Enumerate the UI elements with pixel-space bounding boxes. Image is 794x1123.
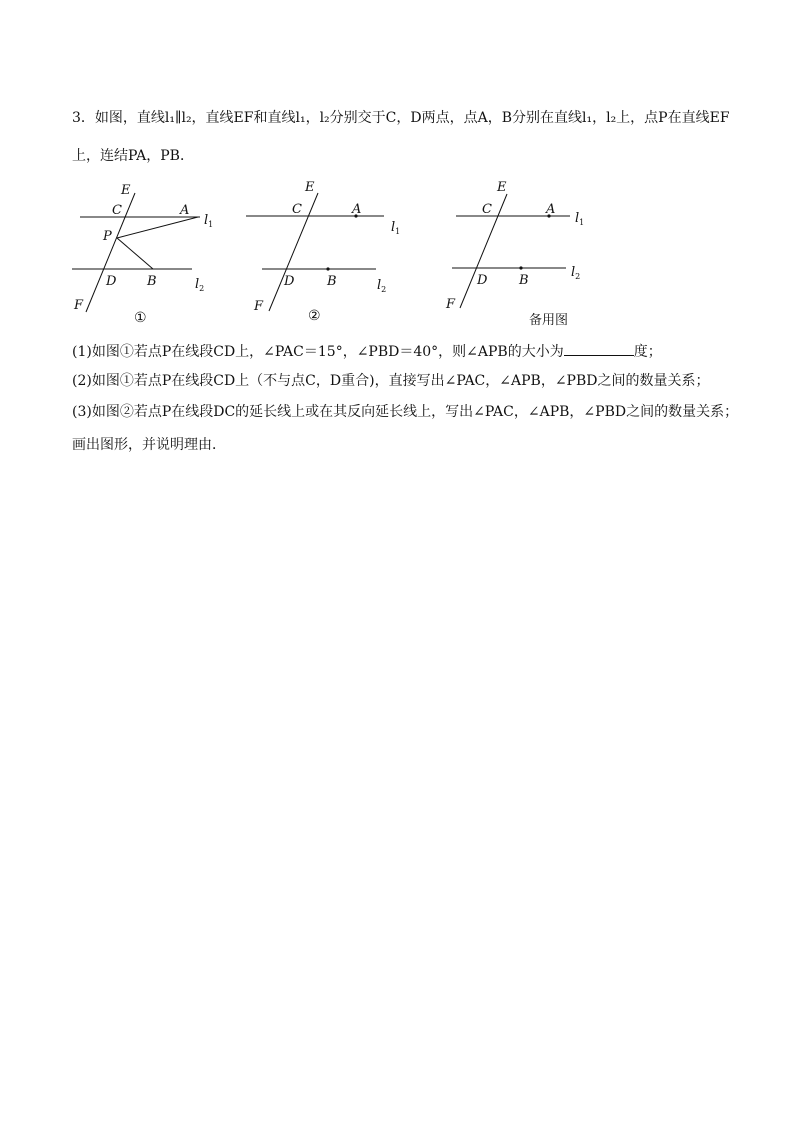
question-3-line1: (3)如图②若点P在线段DC的延长线上或在其反向延长线上，写出∠PAC，∠APB，∠PBD之间的数量关系；: [72, 404, 739, 420]
fig2-label-d: D: [284, 274, 295, 289]
fig1-label-p: P: [103, 229, 112, 244]
geometry-figures: [0, 0, 794, 340]
fig3-label-b: B: [519, 273, 529, 288]
problem-intro-line1: 3．如图，直线l₁∥l₂，直线EF和直线l₁，l₂分别交于C，D两点，点A，B分别在直线l₁，l₂上，点P在直线EF: [72, 110, 730, 126]
fig3-label-l1: $l_1$: [575, 211, 585, 227]
fig1-label-e: E: [121, 183, 131, 198]
fig2-label-l1: $l_1$: [391, 220, 401, 236]
fig1-label-b: B: [147, 274, 157, 289]
fig2-label-b: B: [327, 274, 337, 289]
fig3-label-c: C: [482, 202, 492, 217]
fig2-label-l2: $l_2$: [377, 278, 387, 294]
fig2-label-a: A: [352, 202, 362, 217]
question-1-text: (1)如图①若点P在线段CD上，∠PAC＝15°，∠PBD＝40°，则∠APB的大小为: [72, 344, 564, 360]
fig1-label-l1: $l_1$: [204, 213, 214, 229]
fig2-caption: ②: [308, 308, 321, 324]
answer-blank[interactable]: [564, 341, 634, 356]
fig1-segment-pb: [117, 238, 153, 269]
fig3-label-d: D: [477, 273, 488, 288]
fig2-label-e: E: [305, 180, 315, 195]
fig1-caption: ①: [134, 310, 147, 326]
question-2: (2)如图①若点P在线段CD上（不与点C，D重合)，直接写出∠PAC，∠APB，∠PBD之间的数量关系；: [72, 373, 710, 389]
question-3-line2: 画出图形，并说明理由．: [72, 437, 226, 453]
question-1: [72, 341, 662, 362]
fig1-line-ef: [86, 193, 135, 312]
fig3-label-f: F: [446, 297, 456, 312]
fig1-label-c: C: [112, 203, 122, 218]
fig3-label-l2: $l_2$: [571, 265, 581, 281]
problem-intro-line2: 上，连结PA，PB．: [72, 148, 194, 164]
fig1-segment-pa: [117, 217, 198, 238]
figure-2: [246, 193, 387, 311]
fig3-label-a: A: [546, 202, 556, 217]
fig2-label-c: C: [292, 202, 302, 217]
fig3-label-e: E: [497, 180, 507, 195]
fig1-label-l2: $l_2$: [195, 277, 205, 293]
fig1-label-a: A: [180, 203, 190, 218]
fig3-point-b: [519, 266, 522, 269]
question-1-unit: 度；: [633, 344, 662, 360]
fig1-label-f: F: [74, 298, 84, 313]
fig2-label-f: F: [254, 299, 264, 314]
fig1-label-d: D: [106, 274, 117, 289]
fig2-point-b: [326, 267, 329, 270]
fig3-caption: 备用图: [529, 313, 569, 328]
